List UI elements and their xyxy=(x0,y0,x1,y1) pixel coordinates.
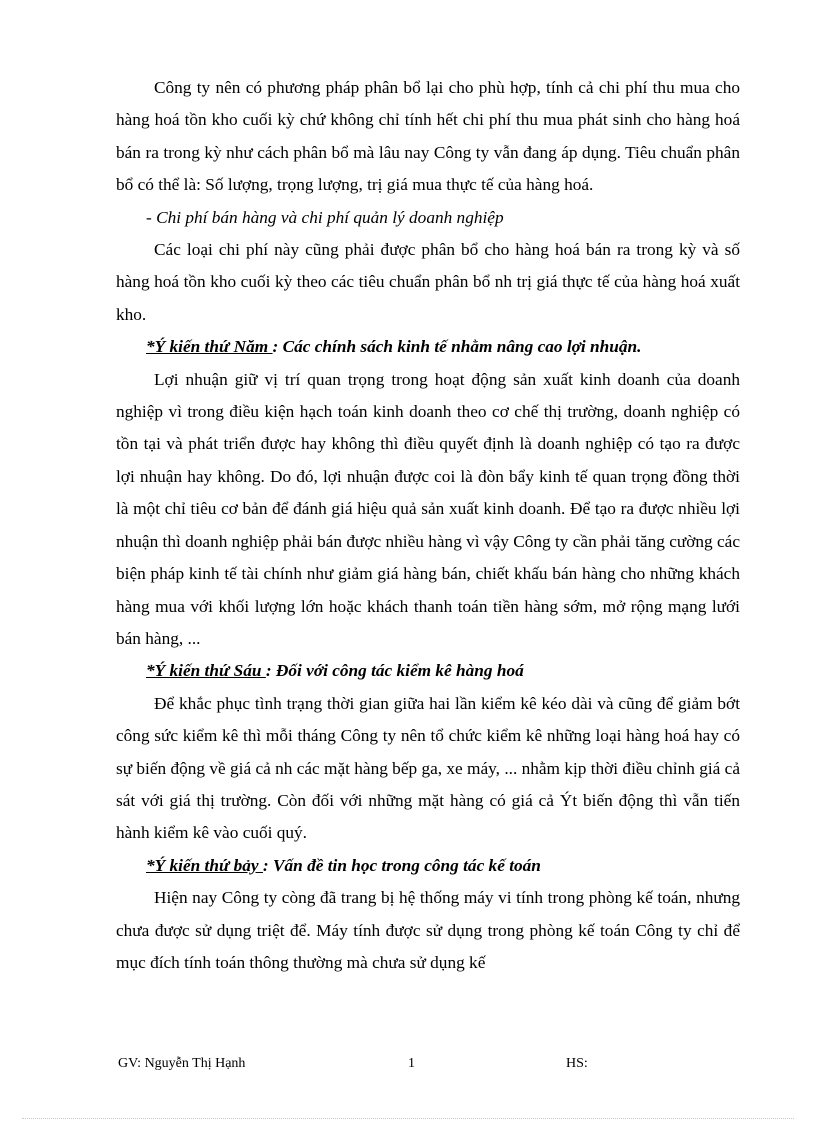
footer-student: HS: xyxy=(566,1056,588,1071)
paragraph-profit: Lợi nhuận giữ vị trí quan trọng trong hoạt động sản xuất kinh doanh của doanh nghiệp vì trong điều kiện hạch toán kinh doanh theo cơ chế thị trường, doanh nghiệp có tồn tại và phát triển được hay không thì điều quyết định là doanh nghiệp có tạo ra được lợi nhuận hay không. Do đó, lợi nhuận được coi là đòn bẩy kinh tế quan trọng đồng thời là một chỉ tiêu cơ bản để đánh giá hiệu quả sản xuất kinh doanh. Để tạo ra được nhiều lợi nhuận thì doanh nghiệp phải bán được nhiều hàng vì vậy Công ty cần phải tăng cường các biện pháp kinh tế tài chính như giảm giá hàng bán, chiết khấu bán hàng cho những khách hàng mua với khối lượng lớn hoặc khách thanh toán tiền hàng sớm, mở rộng mạng lưới bán hàng, ... xyxy=(116,369,740,648)
paragraph-inventory: Để khắc phục tình trạng thời gian giữa hai lần kiểm kê kéo dài và cũng để giảm bớt công sức kiểm kê thì mỗi tháng Công ty nên tổ chức kiểm kê những loại hàng hoá hay có sự biến động về giá cả nh các mặt hàng bếp ga, xe máy, ... nhằm kịp thời điều chỉnh giá cả sát với giá thị trường. Còn đối với những mặt hàng có giá cả Ýt biến động thì vẫn tiến hành kiểm kê vào cuối quý. xyxy=(116,693,740,843)
heading-opinion-six-lead: *Ý kiến thứ Sáu xyxy=(146,661,266,681)
heading-opinion-six-title: : Đối với công tác kiểm kê hàng hoá xyxy=(265,661,524,681)
heading-opinion-five-title: : Các chính sách kinh tế nhằm nâng cao lợi nhuận. xyxy=(272,337,642,357)
paragraph-it-accounting: Hiện nay Công ty còng đã trang bị hệ thống máy vi tính trong phòng kế toán, nhưng chưa được sử dụng triệt để. Máy tính được sử dụng trong phòng kế toán Công ty chỉ để mục đích tính toán thông thường mà chưa sử dụng kế xyxy=(116,888,740,972)
heading-opinion-seven-lead: *Ý kiến thứ bảy xyxy=(146,855,263,875)
heading-opinion-six xyxy=(116,655,740,687)
heading-opinion-seven xyxy=(116,850,740,882)
footer-teacher: GV: Nguyễn Thị Hạnh xyxy=(118,1056,246,1071)
paragraph-cost-allocation: Các loại chi phí này cũng phải được phân bổ cho hàng hoá bán ra trong kỳ và số hàng hoá tồn kho cuối kỳ theo các tiêu chuẩn phân bổ nh trị giá thực tế của hàng hoá xuất kho. xyxy=(116,240,740,324)
heading-opinion-five xyxy=(116,331,740,363)
page-bottom-divider xyxy=(22,1118,794,1119)
heading-opinion-seven-title: : Vấn đề tin học trong công tác kế toán xyxy=(262,855,541,875)
footer-page-number: 1 xyxy=(408,1056,415,1071)
page-footer xyxy=(118,1056,638,1080)
paragraph-allocation: Công ty nên có phương pháp phân bổ lại cho phù hợp, tính cả chi phí thu mua cho hàng hoá tồn kho cuối kỳ chứ không chỉ tính hết chi phí thu mua phát sinh cho hàng hoá bán ra trong kỳ như cách phân bổ mà lâu nay Công ty vẫn đang áp dụng. Tiêu chuẩn phân bổ có thể là: Số lượng, trọng lượng, trị giá mua thực tế của hàng hoá. xyxy=(116,78,740,195)
document-body xyxy=(116,72,740,979)
subheading-selling-costs: - Chi phí bán hàng và chi phí quản lý doanh nghiệp xyxy=(146,207,504,227)
heading-opinion-five-lead: *Ý kiến thứ Năm xyxy=(146,337,273,357)
